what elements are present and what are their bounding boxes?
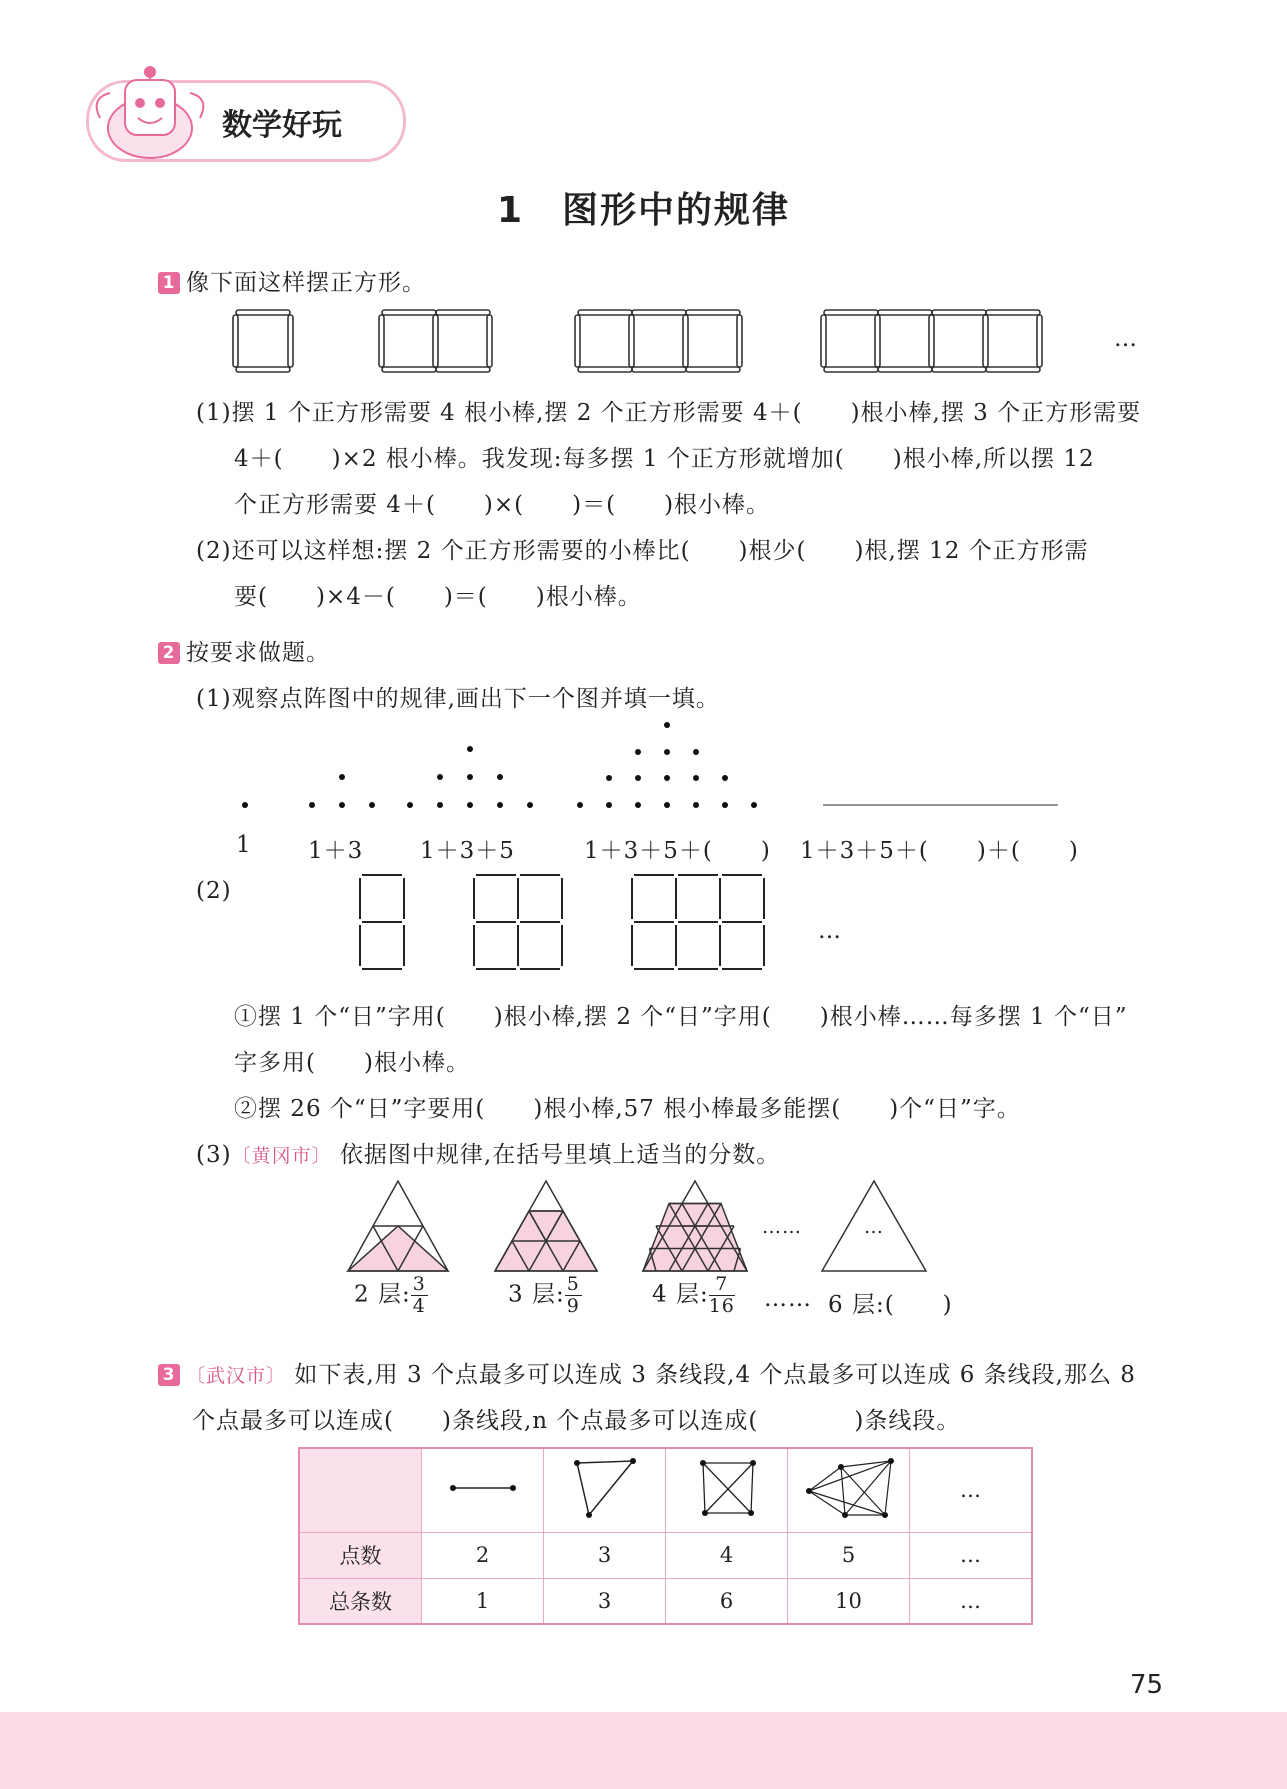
points-table bbox=[298, 1447, 1033, 1625]
layer-4-num: 7 bbox=[709, 1274, 735, 1296]
dot-pattern-figure bbox=[220, 715, 1090, 815]
q2-p2-ellipsis: … bbox=[818, 918, 842, 944]
ri-character-figure bbox=[350, 870, 790, 980]
footer-band bbox=[0, 1712, 1287, 1789]
q2-p2-line3: ②摆 26 个“日”字要用( )根小棒,57 根小棒最多能摆( )个“日”字。 bbox=[234, 1096, 1021, 1122]
q1-p1-line2: 4＋( )×2 根小棒。我发现:每多摆 1 个正方形就增加( )根小棒,所以摆 12 bbox=[234, 446, 1095, 472]
segments-cell: 6 bbox=[666, 1578, 788, 1624]
q2-p1-prompt: (1)观察点阵图中的规律,画出下一个图并填一填。 bbox=[196, 686, 720, 712]
layer-3-den: 9 bbox=[566, 1295, 580, 1317]
q3-line2: 个点最多可以连成( )条线段,n 个点最多可以连成( )条线段。 bbox=[192, 1408, 961, 1434]
layer-3-fraction bbox=[565, 1274, 582, 1317]
ri-2 bbox=[474, 875, 562, 969]
q2-prompt: 按要求做题。 bbox=[186, 640, 330, 666]
squares-2 bbox=[379, 310, 492, 372]
table-row bbox=[299, 1578, 1032, 1624]
q2-p3-text: 依据图中规律,在括号里填上适当的分数。 bbox=[339, 1142, 781, 1168]
layer-dots: …… bbox=[764, 1286, 812, 1312]
layer-4-den: 16 bbox=[708, 1295, 735, 1317]
dot-label-5: 1＋3＋5＋( )＋( ) bbox=[800, 838, 1079, 864]
table-row bbox=[299, 1532, 1032, 1578]
triangle-2-layers bbox=[348, 1181, 448, 1271]
layer-2-den: 4 bbox=[412, 1295, 426, 1317]
triangle-4-layers bbox=[643, 1181, 747, 1271]
q2-p3-prefix: (3) bbox=[196, 1142, 232, 1168]
figure-3-points bbox=[544, 1448, 666, 1532]
layer-4-text: 4 层: bbox=[652, 1281, 709, 1308]
q3-line1-text: 如下表,用 3 个点最多可以连成 3 条线段,4 个点最多可以连成 6 条线段,那么 8 bbox=[294, 1362, 1136, 1388]
row-header-segments: 总条数 bbox=[299, 1578, 422, 1624]
q3-badge: 3 bbox=[158, 1364, 180, 1386]
triangle-6-inner: … bbox=[864, 1216, 884, 1238]
dot-label-4: 1＋3＋5＋( ) bbox=[584, 838, 771, 864]
layer-3-num: 5 bbox=[566, 1273, 580, 1295]
dot-label-2: 1＋3 bbox=[308, 838, 364, 864]
header-title: 数学好玩 bbox=[222, 108, 342, 143]
q1-prompt-line bbox=[158, 264, 426, 297]
layer-4-fraction bbox=[709, 1274, 735, 1317]
table-row bbox=[299, 1448, 1032, 1532]
q2-p2-line2: 字多用( )根小棒。 bbox=[234, 1050, 470, 1076]
points-cell: … bbox=[910, 1532, 1033, 1578]
segments-cell: 1 bbox=[422, 1578, 544, 1624]
page-number: 75 bbox=[1130, 1670, 1164, 1700]
points-cell: 4 bbox=[666, 1532, 788, 1578]
q1-ellipsis: … bbox=[1114, 326, 1138, 352]
figure-5-points bbox=[788, 1448, 910, 1532]
q1-p1-line1: (1)摆 1 个正方形需要 4 根小棒,摆 2 个正方形需要 4＋( )根小棒,摆 3 个正方形需要 bbox=[196, 400, 1142, 426]
q1-prompt: 像下面这样摆正方形。 bbox=[186, 270, 426, 296]
page-title: 1 图形中的规律 bbox=[496, 190, 791, 231]
figure-ellipsis: … bbox=[910, 1448, 1033, 1532]
segments-cell: … bbox=[910, 1578, 1033, 1624]
layer-3-text: 3 层: bbox=[508, 1281, 565, 1308]
q1-p2-line2: 要( )×4－( )＝( )根小棒。 bbox=[234, 584, 642, 610]
dot-label-1: 1 bbox=[236, 832, 252, 858]
layer-6-label: 6 层:( ) bbox=[828, 1292, 953, 1318]
q3-line1 bbox=[158, 1356, 1136, 1389]
q2-prompt-line bbox=[158, 634, 330, 667]
q1-p1-line3: 个正方形需要 4＋( )×( )＝( )根小棒。 bbox=[234, 492, 771, 518]
triangle-dots: …… bbox=[762, 1216, 802, 1238]
mascot-icon bbox=[80, 58, 220, 163]
q2-p3-city: 〔黄冈市〕 bbox=[231, 1145, 332, 1167]
layer-3-label bbox=[508, 1274, 582, 1317]
dots-4 bbox=[577, 722, 757, 808]
points-cell: 5 bbox=[788, 1532, 910, 1578]
q2-p3-line bbox=[196, 1136, 780, 1169]
figure-4-points bbox=[666, 1448, 788, 1532]
squares-figure bbox=[230, 305, 1100, 385]
row-header-points: 点数 bbox=[299, 1532, 422, 1578]
q2-badge: 2 bbox=[158, 642, 180, 664]
q1-badge: 1 bbox=[158, 272, 180, 294]
triangle-figure bbox=[340, 1175, 940, 1275]
layer-2-label bbox=[354, 1274, 428, 1317]
dot-label-3: 1＋3＋5 bbox=[420, 838, 515, 864]
dots-2 bbox=[309, 774, 375, 808]
layer-2-fraction bbox=[411, 1274, 428, 1317]
q2-p2-line1: ①摆 1 个“日”字用( )根小棒,摆 2 个“日”字用( )根小棒……每多摆 1 个“日” bbox=[234, 1004, 1128, 1030]
q3-city: 〔武汉市〕 bbox=[186, 1365, 287, 1387]
layer-4-label bbox=[652, 1274, 735, 1317]
triangle-3-layers bbox=[495, 1181, 597, 1271]
q1-p2-line1: (2)还可以这样想:摆 2 个正方形需要的小棒比( )根少( )根,摆 12 个正方形需 bbox=[196, 538, 1089, 564]
points-cell: 2 bbox=[422, 1532, 544, 1578]
dots-1 bbox=[242, 802, 248, 808]
ri-3 bbox=[632, 875, 764, 969]
q2-p2-label: (2) bbox=[196, 878, 232, 904]
dots-3 bbox=[407, 746, 533, 808]
squares-1 bbox=[233, 310, 293, 372]
layer-2-num: 3 bbox=[412, 1273, 426, 1295]
squares-4 bbox=[821, 310, 1042, 372]
segments-cell: 3 bbox=[544, 1578, 666, 1624]
points-cell: 3 bbox=[544, 1532, 666, 1578]
ri-1 bbox=[360, 875, 404, 969]
segments-cell: 10 bbox=[788, 1578, 910, 1624]
squares-3 bbox=[575, 310, 742, 372]
table-corner bbox=[299, 1448, 422, 1532]
figure-2-points bbox=[422, 1448, 544, 1532]
layer-2-text: 2 层: bbox=[354, 1281, 411, 1308]
